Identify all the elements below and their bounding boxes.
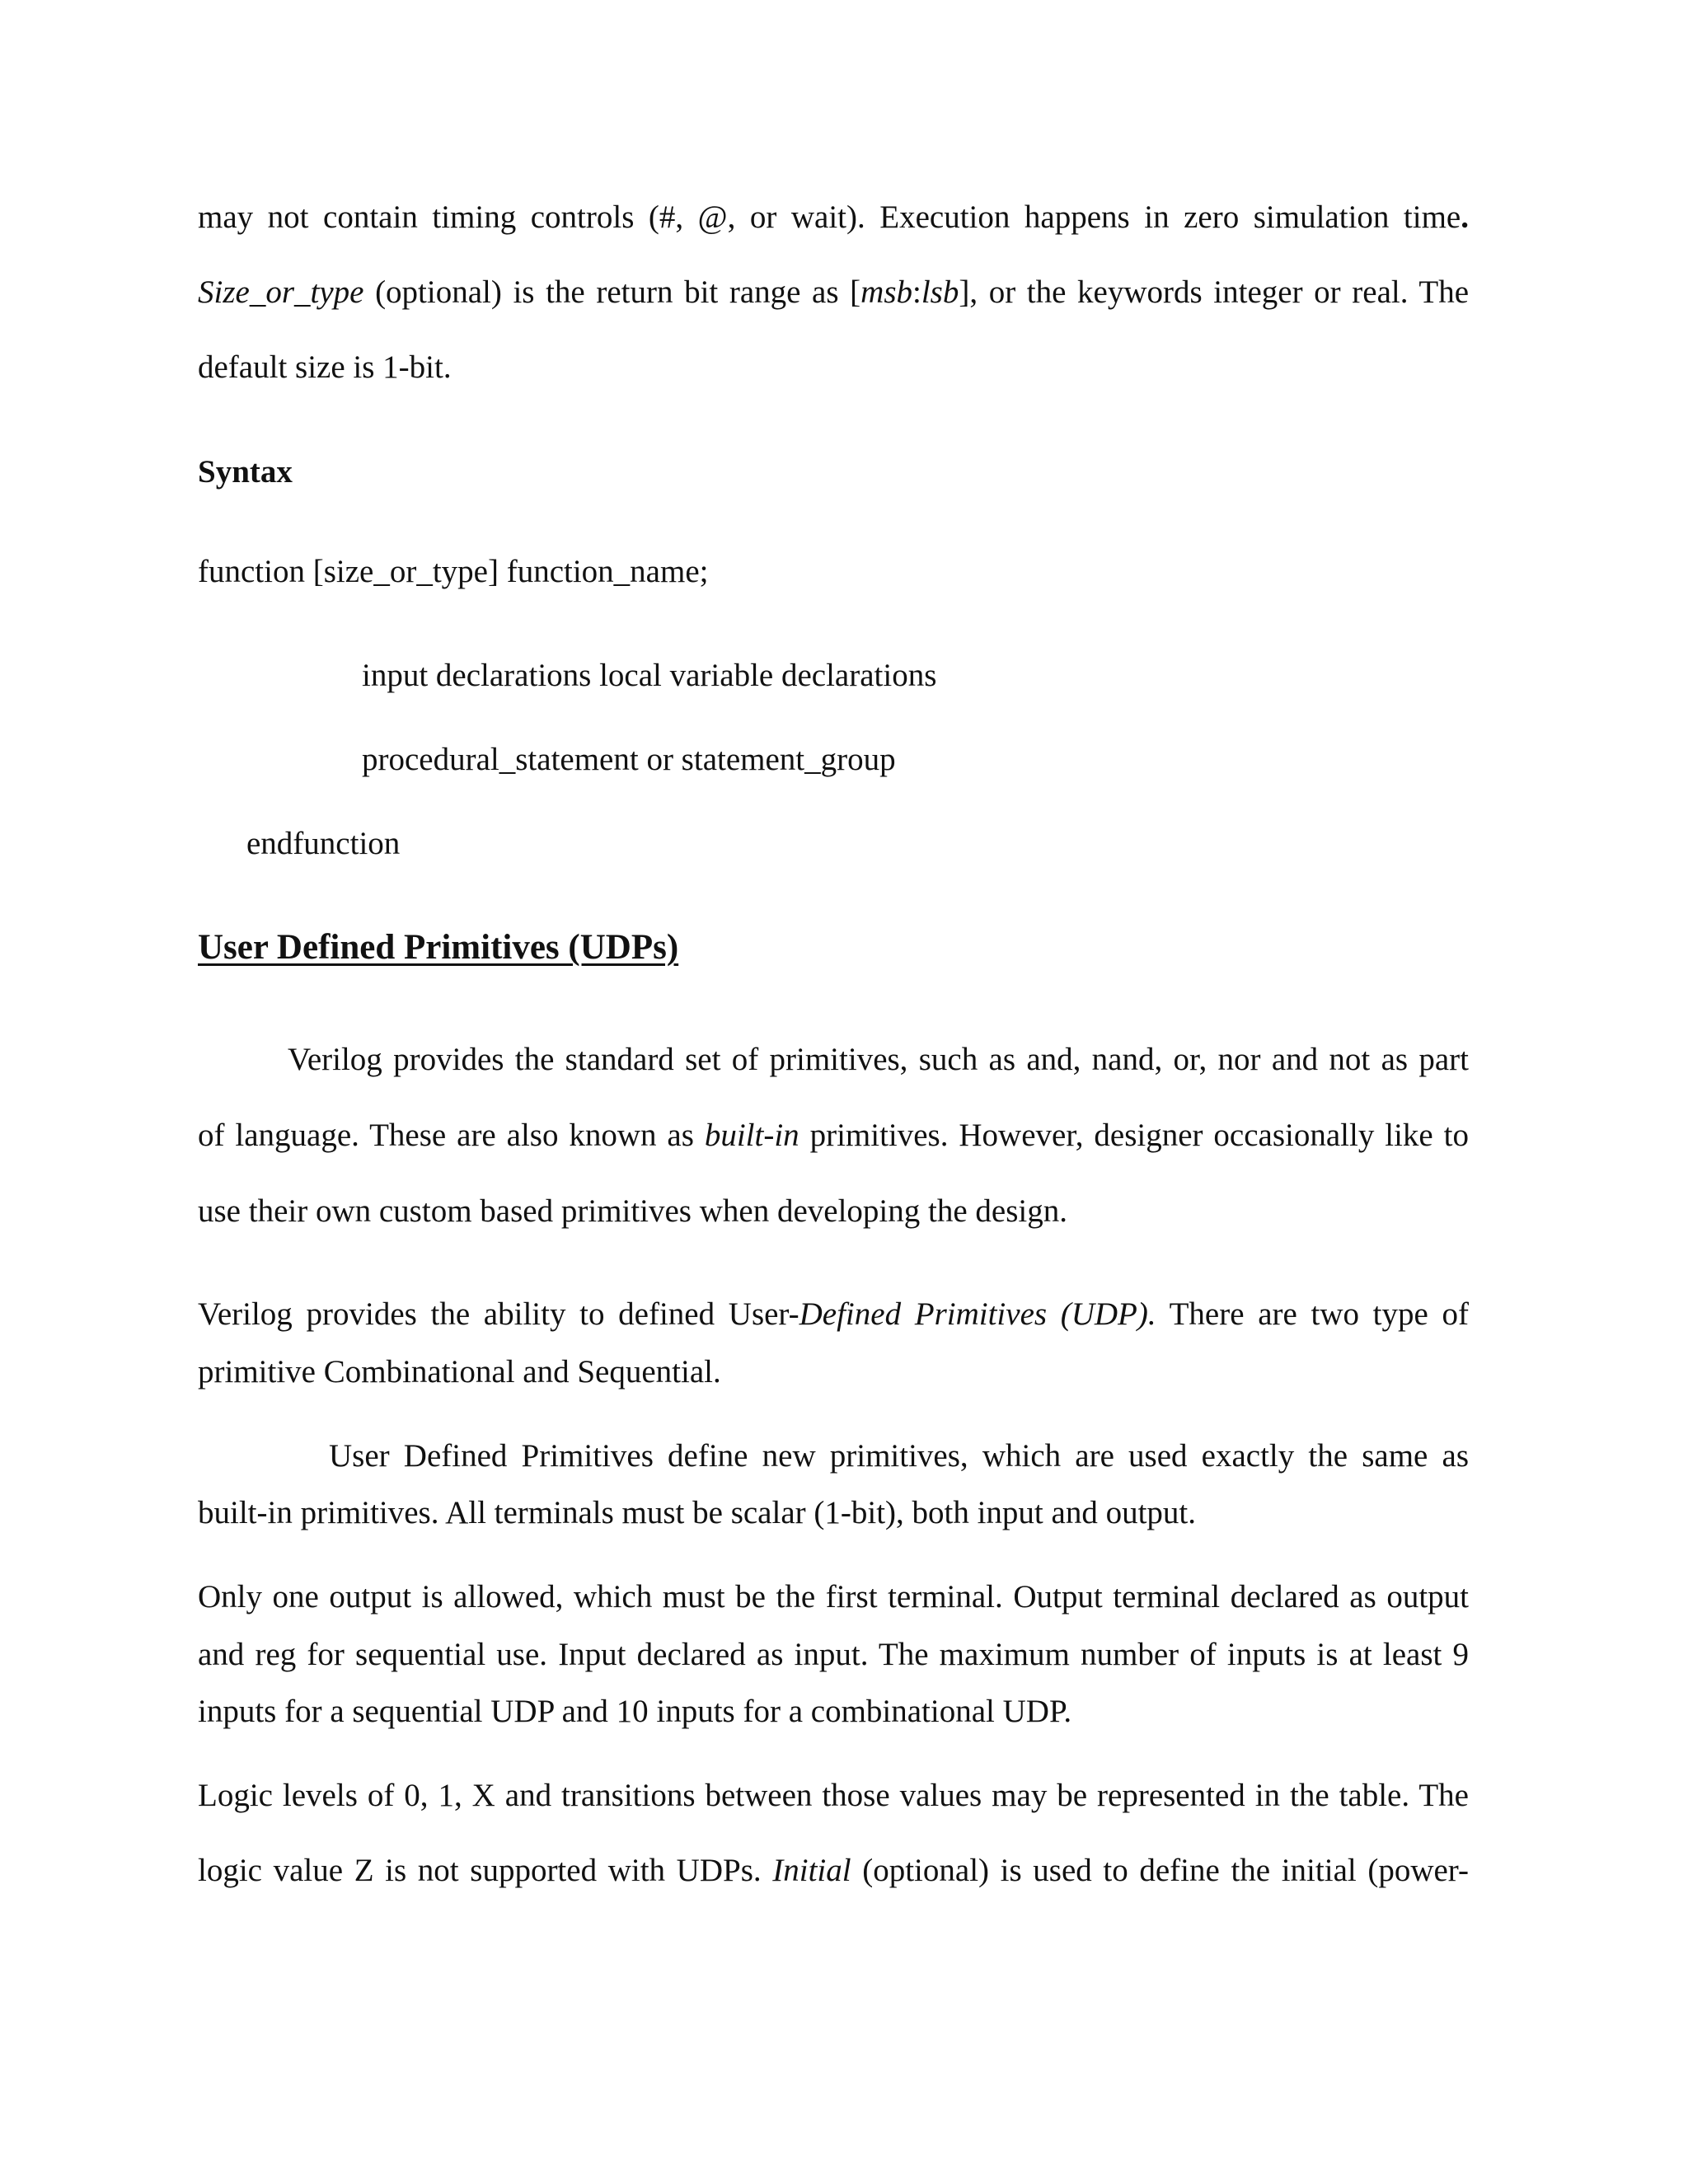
text-run: of language. These are also known as bbox=[198, 1118, 705, 1153]
text-run: inputs for a sequential UDP and 10 inputs for a combinational UDP. bbox=[198, 1694, 1072, 1729]
text-run-italic: msb bbox=[860, 274, 912, 310]
syntax-heading: Syntax bbox=[198, 454, 293, 490]
text-run-bold: . bbox=[1461, 199, 1469, 235]
paragraph-line bbox=[198, 1695, 1469, 1727]
text-run: Verilog provides the ability to defined User- bbox=[198, 1296, 799, 1332]
paragraph-line bbox=[198, 351, 1469, 383]
text-run-italic: built-in bbox=[704, 1118, 799, 1153]
text-run: built-in primitives. All terminals must be scalar (1-bit), both input and output. bbox=[198, 1495, 1196, 1530]
text-run-italic: Defined Primitives (UDP). bbox=[799, 1296, 1156, 1332]
paragraph-line bbox=[198, 1119, 1469, 1151]
paragraph-line bbox=[198, 276, 1469, 308]
text-run: primitives. However, designer occasionally like to bbox=[799, 1118, 1469, 1153]
paragraph-line bbox=[198, 201, 1469, 233]
paragraph-line bbox=[329, 1440, 1469, 1472]
text-run: Only one output is allowed, which must be the first terminal. Output terminal declared as output bbox=[198, 1579, 1469, 1615]
text-run: User Defined Primitives define new primitives, which are used exactly the same as bbox=[329, 1438, 1469, 1474]
paragraph-line bbox=[198, 1356, 1469, 1388]
paragraph-line bbox=[198, 1298, 1469, 1330]
text-run: may not contain timing controls (#, @, or wait). Execution happens in zero simulation time bbox=[198, 199, 1461, 235]
syntax-line-end: endfunction bbox=[246, 826, 401, 861]
text-run: Logic levels of 0, 1, X and transitions between those values may be represented in the table. The bbox=[198, 1778, 1469, 1813]
syntax-line-indented: input declarations local variable declarations bbox=[362, 658, 937, 693]
text-run: use their own custom based primitives when developing the design. bbox=[198, 1193, 1067, 1229]
text-run: (optional) is used to define the initial (power- bbox=[851, 1853, 1469, 1888]
paragraph-line bbox=[198, 1497, 1469, 1529]
paragraph-line bbox=[198, 1779, 1469, 1811]
text-run: logic value Z is not supported with UDPs. bbox=[198, 1853, 773, 1888]
text-run-italic: lsb bbox=[921, 274, 959, 310]
text-run: There are two type of bbox=[1156, 1296, 1469, 1332]
paragraph-line bbox=[288, 1043, 1469, 1076]
text-run: (optional) is the return bit range as [ bbox=[363, 274, 861, 310]
syntax-line: function [size_or_type] function_name; bbox=[198, 554, 709, 589]
syntax-line-indented: procedural_statement or statement_group bbox=[362, 742, 896, 777]
paragraph-line bbox=[198, 1638, 1469, 1671]
text-run: primitive Combinational and Sequential. bbox=[198, 1354, 721, 1390]
text-run: and reg for sequential use. Input declared as input. The maximum number of inputs is at least 9 bbox=[198, 1637, 1469, 1672]
text-run: Verilog provides the standard set of primitives, such as and, nand, or, nor and not as part bbox=[288, 1042, 1469, 1077]
text-run: : bbox=[912, 274, 921, 310]
section-heading: User Defined Primitives (UDPs) bbox=[198, 928, 679, 967]
text-run: default size is 1-bit. bbox=[198, 349, 452, 385]
paragraph-line bbox=[198, 1854, 1469, 1886]
text-run-italic: Size_or_type bbox=[198, 274, 364, 310]
paragraph-line bbox=[198, 1195, 1469, 1227]
text-run: ], or the keywords integer or real. The bbox=[959, 274, 1469, 310]
text-run-italic: Initial bbox=[772, 1853, 851, 1888]
paragraph-line bbox=[198, 1581, 1469, 1613]
